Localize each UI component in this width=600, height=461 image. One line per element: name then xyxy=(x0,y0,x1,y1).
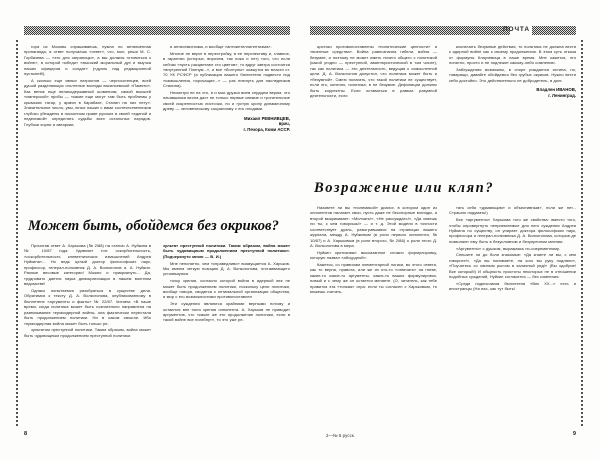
paragraph: Все «аргументы» Харькова того же свойства: вместо того, чтобы опровергнуть неприемлемые для него суждения Андрея Нуйкина по существу, он упирает доктора философских наук, профессора и генерал-полковника Д. А. Волкогонова, которые-де позволяют ему быть в безусловном и безупречном мнении. xyxy=(449,217,576,244)
paragraph: Прочитав ответ А. Харькова (№ 2/88) на статью А. Нуйкина в № 10/87 года. Удивляет тон: оскорбительность, «оскорбительность клеветнических измышлений Андрея Нуйкина»... Но ведь целый доктор философских наук, профессор, генерал-полковник Д. А. Волкогонов и. А. Нуйкин. Разные весовые категории! Можно и прикрикнуть... Да, трудновато дается наука демократизации в нашем военном ведомстве! xyxy=(24,243,151,287)
page-number-left: 8 xyxy=(24,431,28,437)
paragraph: «Среди подписчиков бюллетеня «Век XX...» есть и иностранцы (На нас, как тут быть! xyxy=(449,280,576,292)
right-page xyxy=(300,0,600,461)
header-ornament-bar-right-a xyxy=(310,26,510,35)
article-headline-right: Возражение или кляп? xyxy=(314,180,495,196)
paragraph: Нуйкин критиковал высказанное сложно формулировку, которую назвал «абсурдной». xyxy=(310,249,437,261)
paragraph: гора из Москвы спрашиваешь, нужна ли антивоенная пропаганда, в ответ получаешь «ответ», что, мол, реши М. С. Горбачева — «это для заграницы», а мы должны готовиться к войне», в которой победит «высокий моральный дух и выучка наших офицеров и солдат» («дуэль над редакционной пустыней!). xyxy=(24,44,151,77)
right-page-bottom-columns xyxy=(310,205,576,423)
column-1 xyxy=(310,44,437,99)
running-head-pochta: ПОЧТА xyxy=(502,26,530,33)
signature-name: Михаил РЕВНИВЦЕВ, xyxy=(244,115,290,121)
right-page-top-columns xyxy=(310,44,576,99)
left-page-top-columns xyxy=(24,44,290,133)
paragraph: Заблуждения возможны, в споре рождается истина, но, товарищи, давайте обойдемся без грубых окриков. Нужно вести себя достойно. Это действительно не добродетель, в долг. xyxy=(449,67,576,83)
paragraph: цистски противопоставлены «политические ценности» и «военные средства». Война равнозначна гибели, война — безумие, и поэтому не может иметь ничего общего с политикой (какой угодно — преступной, авантюристической в том числе), так как политика — это деятельность, ведущая к осмысленной цели. Д. А. Волкогонов допустил, что политика может быть и «безумной». Смею полагать, что такой политики не существует, если это, конечно, политика, в не безумие. Дефиниции должны быть корректны. Если оставаться в рамках разумной деятельности, если xyxy=(310,44,437,99)
paragraph: Спешите ли до боли знакомые: «Да знаете ли вы, с кем говорите!», «Да вы понимаете, на кого вы руку подняли», «Поучитесь со свиным рылом в калачный ряд!» (Вы одобряе! Все который!) И общность простоты некоторых не в отношении подобных суждений, Нуйкин согласится — без сомнения. xyxy=(449,252,576,279)
paragraph: Эти суждения являются крайними верными потому и остаются вне поля зрения оппонента. А. Харьков не приводит аргументов, что «какое же это продолжение политики, если в такой войне все погибнут», то это уже ре- xyxy=(163,301,290,323)
scan-edge-rule-right xyxy=(581,40,583,426)
paragraph: точку зрения, согласно которой война в ядерный век не может быть продолжением политики, поскольку цели политики, вообще говоря, сводятся к оптимальной организации общества, и мир с его возможностями противопоставлен xyxy=(163,278,290,300)
paragraph: Многие не верят в перестройку, в ее перспективу и, главное, в гарантии (которых, впрочем, так пока и нет) того, что если сейчас «пусть расцветают сто цветов», то вдруг завтра состоится «внутренний Пленум...», и все «болтуны» окажутся во власти ст. 70 УК РСФСР (а публикация вашего бюллетеня подвести под «измышления, порочащие...» — раз плюнуть для наследников Сталина). xyxy=(163,50,290,89)
signature-role: врач, xyxy=(278,121,290,127)
column-2 xyxy=(163,243,290,423)
paragraph: и антисемитизма, и вообще «антиинтеллигентизма». xyxy=(170,44,272,49)
paragraph: Кажется, со правилам элементарной логики, во этого ответа, как то верна, правота, или же их кто-то «отвечать» на гневе, какие-то какие-то аргументы, каких-то ваших формулировок, новый и с чему же он остается меняете. (О, читатель, как тебе нравится эта «тонкая» игра: если ты согласен с Харьковым, то можешь считать- xyxy=(310,261,437,295)
column-2 xyxy=(449,44,576,99)
paragraph: Несмотря ни на что, я и мои друзья всем сердцем верим, что начавшаяся весна даст не только первые свежие и трогательные своей искренностью листочки, но и густую крону динамичному древу — человеческому социализму с его плодами. xyxy=(163,90,290,112)
column-2 xyxy=(449,205,576,423)
column-2 xyxy=(163,44,290,133)
page-number-right: 9 xyxy=(572,431,576,437)
paragraph: Назовете ли вы «полемикой» диалог, в котором один из оппонентов налагает свои, пусть даже не бесспорные взгляды, а второй выкрикивает: «Молчать!», «Не рассуждать!», «Да знаешь ли ты, с кем говоришь!» — и т. д. Этой модели в точности соответствует дуэль, разыгравшаяся на страницах вашего журнала, между А. Нуйкиным (в роли первого оппонента, № 10/87) и А. Харьковым (в роли второго, № 2/88) о роли этого Д. А. Волкогонова в мера. xyxy=(310,205,437,249)
paragraph: А сколько еще явных патриотов — черносотенцев, всей душой разделяющих оголтелые взгляды васильевской «Памяти». Как велик еще великодержавный шовинизм, самой высшей «имперской» пробы — «какие еще могут там быть проблемы у крымских татар, у армян в Карабахе, Сталин на них нету». Значительное число, увы, юных наших с вами соотечественников глубоко убеждены в посконном праве русских в своей «единой и неделимой» определять судьбы всех остальных народов. Глубоки корни и автаркии, xyxy=(24,77,151,127)
signature-place: г. Ленинград. xyxy=(548,92,576,98)
letter-signature xyxy=(163,116,290,133)
column-1 xyxy=(310,205,437,423)
lead-bold-text: зультат преступной политики. Таким образом, война может быть чудовищным продолжением преступной политики». (Подчеркнуто мною — В. И.) xyxy=(163,243,290,259)
left-page-bottom-columns xyxy=(24,243,290,423)
column-1 xyxy=(24,44,151,133)
header-ornament-bar-right-b xyxy=(532,26,576,35)
printing-imprint: 2—№ 5 русск. xyxy=(326,433,356,438)
article-headline-left: Может быть, обойдемся без окриков? xyxy=(28,218,279,234)
paragraph: зультатом преступной политики. Таким образом, война может быть чудовищным продолжением преступной политики xyxy=(24,327,151,338)
paragraph: Однако попытаемся разобраться в существе дела. Обратимся к тексту Д. А. Волкогонова, опубликованному в бюллетене «аргументы и факты» № 22/87. Читаем: «В наше время, когда политика может быть сознательно направлена на развязывание термоядерной войны, она фактически перестала быть продолжением политики. Ни в каком смысле. Ибо термоядерная война может быть только ре- xyxy=(24,287,151,326)
signature-place: г. Печора, Коми АССР. xyxy=(243,127,290,132)
paragraph-lead-bold xyxy=(163,243,290,259)
paragraph: Мне непонятно, чем «справедливо» возмущается А. Харьков. Мы имеем четкую позицию Д. А. Волкогонова, отстаивающего устоявшуюся xyxy=(163,260,290,277)
signature-name: Владлен ИВАНОВ, xyxy=(536,87,576,93)
scan-edge-rule-left xyxy=(16,40,18,426)
paragraph: тать себя «думающим» и объективным», если же нет... Страшно подумать!) xyxy=(449,205,576,216)
letter-signature xyxy=(449,87,576,98)
header-ornament-bar-left xyxy=(24,26,290,35)
paragraph: «Аргументы» с душком, выражаясь по-современному. xyxy=(456,245,560,251)
paragraph: исключить безумные действия, то политика не должна вести к ядерной войне как к своему продолжению. В этом суть отказа от формулы Клаузевица в наше время. Мне кажется, это понятно, просто и не подлежит какому-либо сомнению. xyxy=(449,44,576,66)
column-1 xyxy=(24,243,151,423)
